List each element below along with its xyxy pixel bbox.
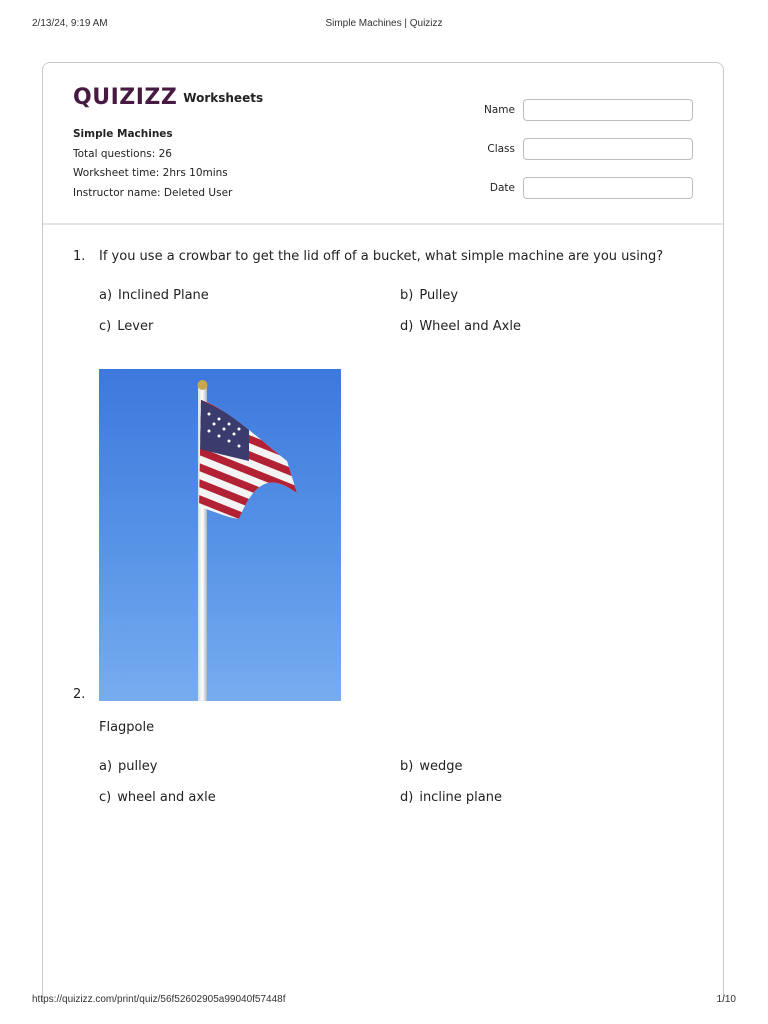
- page-number: 1/10: [716, 994, 736, 1005]
- class-field-row: [455, 129, 693, 169]
- option-text: wheel and axle: [117, 790, 216, 805]
- quiz-meta: [73, 125, 232, 203]
- date-label: Date: [489, 182, 515, 194]
- class-label: Class: [487, 143, 515, 155]
- question-caption: Flagpole: [99, 720, 155, 735]
- question-1: [73, 249, 703, 339]
- option-text: wedge: [419, 759, 463, 774]
- print-header: [0, 18, 768, 32]
- worksheet-time: Worksheet time: 2hrs 10mins: [73, 167, 228, 179]
- question-number: 1.: [73, 249, 86, 264]
- question-text: If you use a crowbar to get the lid off of a bucket, what simple machine are you using?: [99, 249, 664, 264]
- question-number: 2.: [73, 687, 86, 702]
- option-letter: a): [99, 288, 113, 303]
- option-c[interactable]: [99, 319, 153, 334]
- flagpole-illustration: [99, 369, 341, 701]
- brand-name: QUIZIZZ: [73, 85, 178, 110]
- instructor-name: Instructor name: Deleted User: [73, 186, 233, 199]
- option-letter: d): [400, 319, 414, 334]
- option-text: pulley: [118, 759, 158, 774]
- print-page-title: Simple Machines | Quizizz: [325, 18, 443, 29]
- option-letter: d): [400, 790, 414, 805]
- date-field-row: [455, 168, 693, 208]
- name-label: Name: [484, 104, 515, 116]
- name-field-row: [455, 90, 693, 130]
- option-letter: c): [99, 319, 112, 334]
- option-letter: c): [99, 790, 112, 805]
- student-fields: [455, 91, 693, 208]
- flagpole-photo: [99, 369, 341, 701]
- us-flag: [194, 389, 304, 543]
- quiz-title: Simple Machines: [73, 128, 173, 140]
- print-url: https://quizizz.com/print/quiz/56f52602905a99040f57448f: [32, 994, 286, 1005]
- option-b[interactable]: [400, 759, 462, 774]
- option-a[interactable]: [99, 759, 157, 774]
- option-text: Inclined Plane: [118, 288, 209, 303]
- worksheet: [42, 62, 724, 1002]
- date-field[interactable]: [523, 177, 693, 199]
- option-c[interactable]: [99, 790, 216, 805]
- option-b[interactable]: [400, 288, 458, 303]
- option-text: Lever: [117, 319, 154, 334]
- option-letter: b): [400, 288, 414, 303]
- option-text: incline plane: [419, 790, 502, 805]
- option-d[interactable]: [400, 790, 502, 805]
- option-d[interactable]: [400, 319, 521, 334]
- option-text: Wheel and Axle: [419, 319, 521, 334]
- worksheet-header: [43, 63, 723, 225]
- print-date: 2/13/24, 9:19 AM: [32, 18, 108, 29]
- product-name: Worksheets: [183, 90, 264, 105]
- option-a[interactable]: [99, 288, 209, 303]
- class-field[interactable]: [523, 138, 693, 160]
- print-footer: [0, 994, 768, 1008]
- option-text: Pulley: [419, 288, 459, 303]
- name-field[interactable]: [523, 99, 693, 121]
- option-letter: a): [99, 759, 113, 774]
- pole-finial: [198, 380, 208, 390]
- quizizz-logo: [73, 85, 263, 110]
- total-questions: Total questions: 26: [73, 147, 172, 160]
- question-2: [73, 687, 703, 807]
- option-letter: b): [400, 759, 414, 774]
